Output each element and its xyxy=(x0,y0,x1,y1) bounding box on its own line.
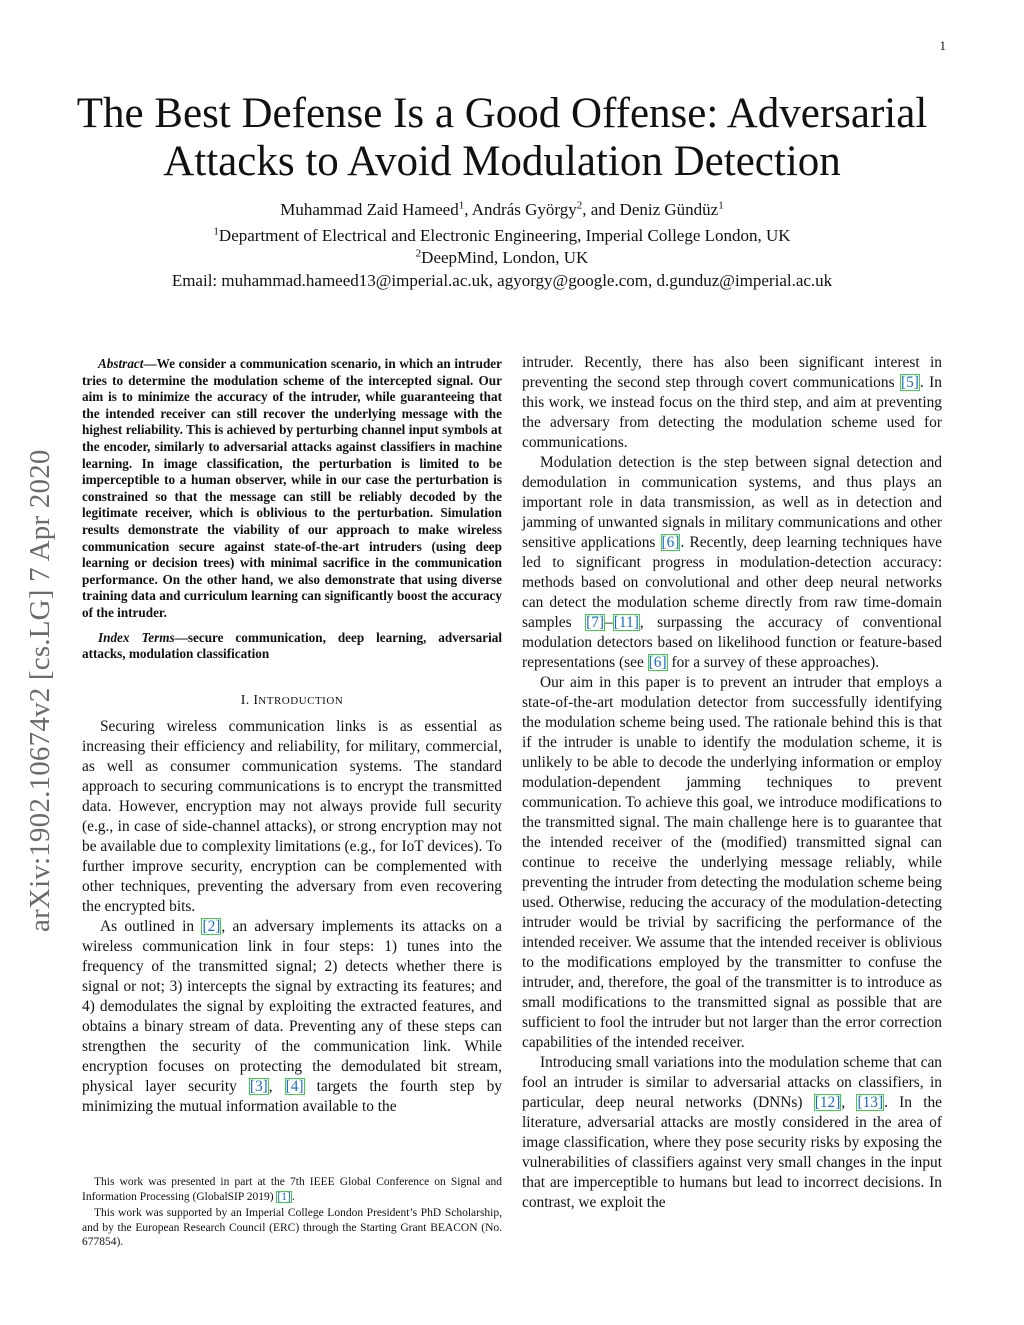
author-name: , and Deniz Gündüz xyxy=(582,200,719,219)
citation-link[interactable]: [3] xyxy=(249,1077,268,1095)
footnote-presentation: This work was presented in part at the 7th IEEE Global Conference on Signal and Information Processing (GlobalSIP 2019) [1]. xyxy=(82,1176,502,1203)
section-heading-introduction: I. INTRODUCTION xyxy=(240,692,344,708)
intro-paragraph-3: intruder. Recently, there has also been significant interest in preventing the second step through covert communications [5]. In this work, we instead focus on the third step, and aim at preventing the adversary from detecting the modulation scheme used for communications. xyxy=(522,354,942,451)
paper-title: The Best Defense Is a Good Offense: Adversarial Attacks to Avoid Modulation Detection xyxy=(76,90,928,185)
citation-link[interactable]: [1] xyxy=(277,1190,291,1203)
intro-paragraph-2: As outlined in [2], an adversary implements its attacks on a wireless communication link in four steps: 1) tunes into the frequency of the transmitted signal; 2) detects whether there is signal or not; 3) intercepts the signal by extracting its features; and 4) demodulates the signal by exploiting the extracted features, and obtains a binary stream of data. Preventing any of these steps can strengthen the security of the communication link. While encryption focuses on protecting the demodulated bit stream, physical layer security [3], [4] targets the fourth step by minimizing the mutual information available to the xyxy=(82,917,503,1115)
footnotes xyxy=(82,1175,502,1252)
index-terms xyxy=(82,630,502,663)
affiliation-1: $^1$Department of Electrical and Electronic Engineering, Imperial College London, UK xyxy=(213,225,791,245)
affiliation-marker: 1 xyxy=(458,199,465,212)
citation-link[interactable]: [7] xyxy=(586,614,605,631)
affiliation-2: $^2$DeepMind, London, UK xyxy=(415,247,589,267)
affiliation-marker: 1 xyxy=(718,199,724,212)
page-number: 1 xyxy=(939,38,946,53)
citation-link[interactable]: [5] xyxy=(900,374,919,391)
index-terms-label: Index Terms xyxy=(98,629,175,645)
arxiv-identifier[interactable]: arXiv:1902.10674v2 [cs.LG] 7 Apr 2020 xyxy=(24,449,56,932)
intro-paragraph-6: Introducing small variations into the modulation scheme that can fool an intruder is similar to adversarial attacks on classifiers, in particular, deep neural networks (DNNs) [12], [13]. In the literature, adversarial attacks are mostly considered in the area of image classification, where they pose security risks by exposing the vulnerabilities of classifiers against very small changes in the input that are imperceptible to humans but lead to incorrect decisions. In contrast, we exploit the xyxy=(522,1054,942,1211)
author-name: Muhammad Zaid Hameed xyxy=(280,200,459,219)
author-list xyxy=(60,200,944,220)
citation-link[interactable]: [6] xyxy=(648,654,667,671)
footnote-funding: This work was supported by an Imperial College London President’s PhD Scholarship, and by the European Research Council (ERC) through the Starting Grant BEACON (No. 677854). xyxy=(82,1207,502,1248)
citation-link[interactable]: [11] xyxy=(613,614,639,631)
abstract-text: —We consider a communication scenario, in which an intruder tries to determine the modulation scheme of the intercepted signal. Our aim is to minimize the accuracy of the intruder, while guaranteeing that the intended receiver can still recover the underlying message with the highest reliability. This is achieved by perturbing channel input symbols at the encoder, similarly to adversarial attacks against classifiers in machine learning. In image classification, the perturbation is limited to be imperceptible to a human observer, while in our case the perturbation is constrained so that the message can still be reliably decoded by the legitimate receiver, which is oblivious to the perturbation. Simulation results demonstrate the viability of our approach to make wireless communication secure against state-of-the-art intruders (using deep learning or decision trees) with minimal sacrifice in the communication performance. On the other hand, we also demonstrate that using diverse training data and curriculum learning can significantly boost the accuracy of the intruder. xyxy=(82,356,502,620)
citation-link[interactable]: [2] xyxy=(202,917,221,935)
intro-paragraph-1: Securing wireless communication links is as essential as increasing their efficiency and reliability, for military, commercial, as well as consumer communication systems. The standard approach to securing communications is to encrypt the transmitted data. However, encryption may not always provide full security (e.g., in case of side-channel attacks), or strong encryption may not be available due to complexity limitations (e.g., for IoT devices). To further improve security, encryption can be complemented with other techniques, preventing the adversary from even recovering the encrypted bits. xyxy=(82,717,502,915)
citation-link[interactable]: [12] xyxy=(814,1094,841,1111)
email-line[interactable]: Email: muhammad.hameed13@imperial.ac.uk, agyorgy@google.com, d.gunduz@imperial.ac.uk xyxy=(171,271,833,290)
citation-link[interactable]: [6] xyxy=(661,534,680,551)
intro-paragraph-5: Our aim in this paper is to prevent an intruder that employs a state-of-the-art modulation detector from successfully identifying the modulation scheme being used. The rationale behind this is that if the intruder is unable to identify the modulation scheme, it is unlikely to be able to decode the underlying information or employ modulation-dependent jamming techniques to prevent communication. To achieve this goal, we introduce modifications to the transmitted signal. The main challenge here is to guarantee that the intended receiver of the (modified) transmitted signal can continue to receive the underlying message reliably, while preventing the intruder from detecting the modulation scheme being used. Otherwise, reducing the accuracy of the modulation-detecting intruder would be trivial by sacrificing the performance of the intended receiver. We assume that the intended receiver is oblivious to the modifications employed by the transmitter to confuse the intruder, and, therefore, the goal of the transmitter is to introduce as small modifications to the transmitted signal as possible that are sufficient to fool the intruder but not larger than the error correction capabilities of the intended receiver. xyxy=(522,674,942,1051)
intro-paragraph-4: Modulation detection is the step between signal detection and demodulation in communication systems, and thus plays an important role in data transmission, as well as in detection and jamming of unwanted signals in military communications and other sensitive applications [6]. Recently, deep learning techniques have led to significant progress in modulation-detection accuracy: methods based on convolutional and other deep neural networks can detect the modulation scheme directly from raw time-domain samples [7]–[11], surpassing the accuracy of conventional modulation detectors based on likelihood function or feature-based representations (see [6] for a survey of these approaches). xyxy=(522,454,942,671)
abstract-label: Abstract xyxy=(98,356,144,371)
left-column xyxy=(82,356,502,1117)
right-column xyxy=(522,353,942,1213)
author-name: , András György xyxy=(464,200,577,219)
index-terms-text: —secure communication, deep learning, adversarial attacks, modulation classification xyxy=(82,629,502,662)
citation-link[interactable]: [13] xyxy=(857,1094,884,1111)
citation-link[interactable]: [4] xyxy=(285,1077,304,1095)
abstract xyxy=(82,356,502,622)
affiliation-marker: 2 xyxy=(576,199,583,212)
